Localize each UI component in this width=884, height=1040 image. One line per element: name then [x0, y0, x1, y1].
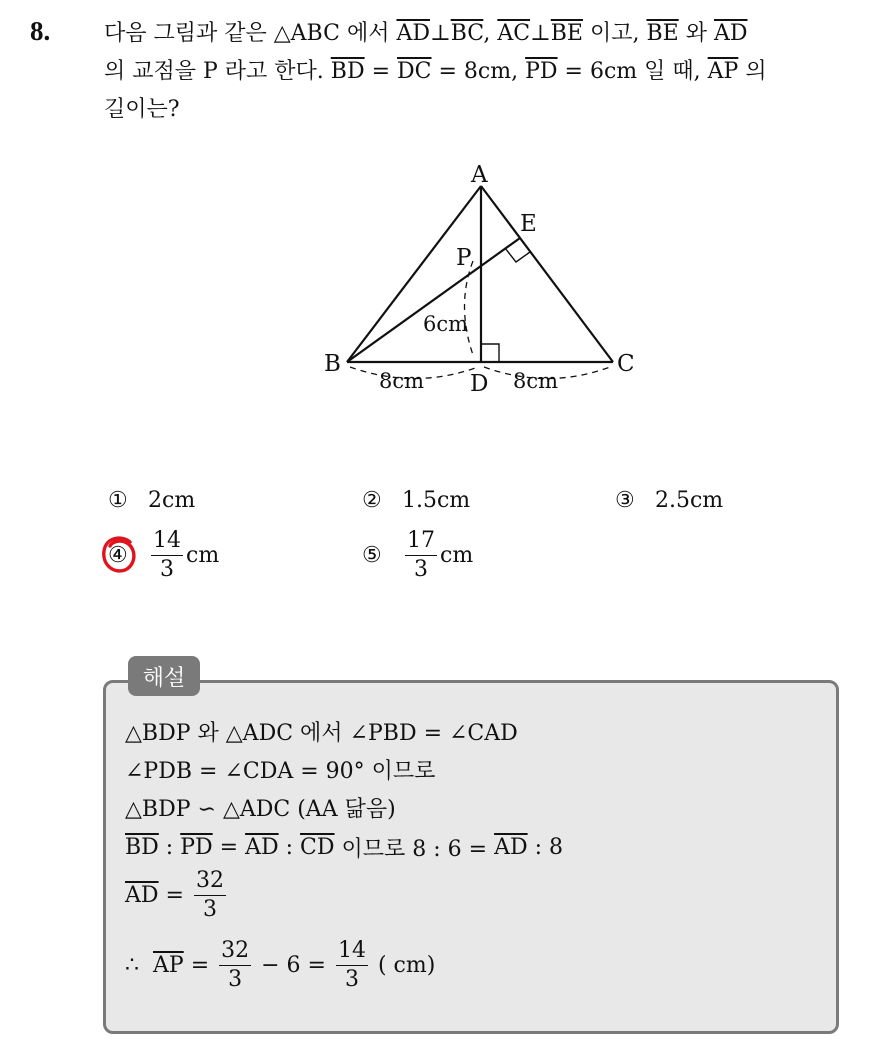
- separator: ,: [483, 21, 498, 46]
- choice-value: 2.5cm: [655, 488, 724, 513]
- choice-fraction: [151, 530, 183, 581]
- segment-ad: $\overline{AD}$: [245, 835, 279, 860]
- fraction-denominator: 3: [344, 967, 359, 992]
- choice-number: ①: [108, 488, 128, 513]
- segment-bd: $\overline{BD}$: [330, 59, 365, 84]
- question-text: = 8cm,: [431, 59, 526, 84]
- segment-ad: $\overline{AD}$: [713, 21, 748, 46]
- solution-line-5: [125, 870, 229, 921]
- fraction-14-3: [336, 940, 368, 991]
- label-dc-length: 8cm: [513, 369, 559, 393]
- solution-line-2: ∠PDB = ∠CDA = 90° 이므로: [125, 759, 436, 784]
- choice-3[interactable]: [615, 488, 723, 513]
- question-text: 이고,: [582, 21, 647, 46]
- segment-dc: $\overline{DC}$: [397, 59, 432, 84]
- solution-tag: 해설: [128, 656, 200, 696]
- label-b: B: [324, 351, 341, 377]
- question-line-3: 길이는?: [104, 97, 180, 122]
- choice-5[interactable]: [362, 530, 473, 581]
- choice-value: 1.5cm: [402, 488, 471, 513]
- question-line-1: [104, 16, 747, 47]
- ratio-colon: :: [158, 835, 181, 860]
- segment-ad: $\overline{AD}$: [396, 21, 430, 46]
- choice-2[interactable]: [362, 488, 470, 513]
- fraction-32-3: [219, 940, 251, 991]
- fraction-denominator: 3: [414, 557, 428, 582]
- solution-text: 이므로 8 : 6 =: [334, 837, 495, 862]
- choice-number: ④: [108, 543, 128, 568]
- segment-ap: $\overline{AP}$: [707, 59, 739, 84]
- label-c: C: [617, 351, 635, 377]
- perpendicular-symbol: ⊥: [530, 21, 551, 46]
- solution-line-3: △BDP ∽ △ADC (AA 닮음): [125, 797, 396, 822]
- fraction-numerator: 14: [336, 940, 368, 966]
- segment-be: $\overline{BE}$: [550, 21, 583, 46]
- choice-number: ⑤: [362, 543, 382, 568]
- choice-unit: cm: [440, 543, 474, 568]
- fraction-denominator: 3: [160, 557, 174, 582]
- fraction-numerator: 32: [194, 870, 226, 896]
- segment-pd: $\overline{PD}$: [180, 835, 213, 860]
- fraction-32-3: [194, 870, 226, 921]
- segment-be: $\overline{BE}$: [646, 21, 679, 46]
- segment-ad: $\overline{AD}$: [125, 883, 159, 908]
- side-ac: [481, 186, 613, 362]
- right-angle-e: [505, 248, 530, 262]
- choice-value: 2cm: [148, 488, 196, 513]
- answer-circle-mark: [100, 534, 138, 576]
- triangle-diagram: [320, 155, 650, 405]
- choice-number: ③: [615, 488, 635, 513]
- equals: =: [183, 953, 217, 978]
- fraction-numerator: 32: [219, 940, 251, 966]
- segment-bd: $\overline{BD}$: [125, 835, 159, 860]
- answer-unit: ( cm): [370, 953, 436, 978]
- fraction-numerator: 14: [151, 530, 183, 556]
- question-number: 8.: [30, 16, 51, 46]
- question-text: 의: [738, 59, 767, 84]
- segment-ap: $\overline{AP}$: [153, 953, 184, 978]
- label-d: D: [470, 371, 489, 397]
- fraction-numerator: 17: [405, 530, 437, 556]
- equals: =: [212, 835, 246, 860]
- therefore-symbol: ∴: [125, 953, 139, 978]
- label-bd-length: 8cm: [379, 369, 425, 393]
- choice-unit: cm: [186, 543, 220, 568]
- segment-pd: $\overline{PD}$: [525, 59, 558, 84]
- ratio-colon: :: [278, 835, 301, 860]
- dim-arc-pd: [465, 261, 474, 355]
- solution-line-4: [125, 832, 563, 863]
- question-line-2: [104, 54, 767, 85]
- segment-bc: $\overline{BC}$: [450, 21, 484, 46]
- label-e: E: [520, 211, 537, 237]
- fraction-denominator: 3: [202, 897, 217, 922]
- label-a: A: [471, 162, 488, 188]
- choice-1[interactable]: [108, 488, 195, 513]
- segment-ad: $\overline{AD}$: [494, 835, 528, 860]
- choice-fraction: [405, 530, 437, 581]
- question-text: 다음 그림과 같은 △ABC 에서: [104, 21, 397, 46]
- question-text: 와: [678, 21, 714, 46]
- solution-text: : 8: [527, 835, 564, 860]
- solution-line-6: [125, 940, 435, 991]
- right-angle-d: [481, 344, 499, 362]
- label-p: P: [456, 245, 472, 271]
- equals: =: [364, 59, 398, 84]
- fraction-denominator: 3: [228, 967, 243, 992]
- label-pd-length: 6cm: [423, 312, 469, 336]
- solution-line-1: △BDP 와 △ADC 에서 ∠PBD = ∠CAD: [125, 721, 518, 746]
- choice-number: ②: [362, 488, 382, 513]
- question-text: 의 교점을 P 라고 한다.: [104, 59, 331, 84]
- minus-six-equals: − 6 =: [254, 953, 333, 978]
- perpendicular-symbol: ⊥: [429, 21, 451, 46]
- question-text: = 6cm 일 때,: [557, 59, 708, 84]
- equals: =: [158, 883, 191, 908]
- segment-ac: $\overline{AC}$: [497, 21, 531, 46]
- segment-cd: $\overline{CD}$: [300, 835, 335, 860]
